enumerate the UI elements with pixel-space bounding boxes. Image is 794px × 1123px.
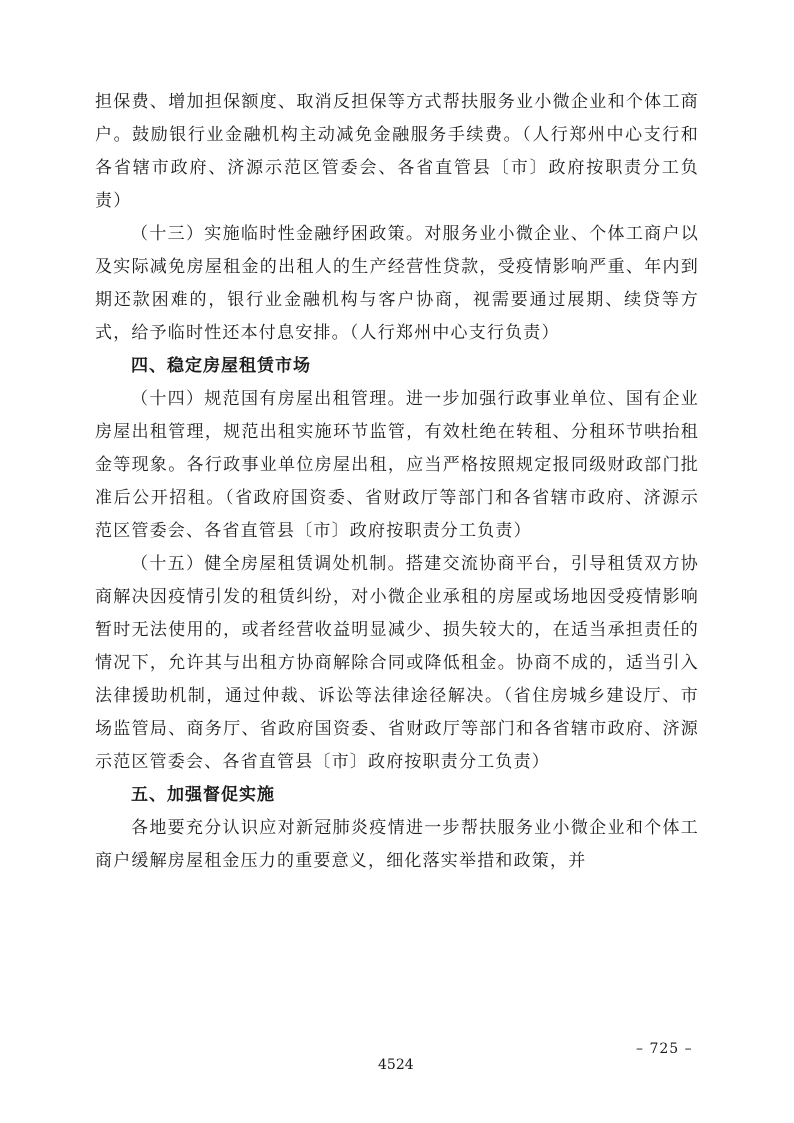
paragraph-item-14: （十四）规范国有房屋出租管理。进一步加强行政事业单位、国有企业房屋出租管理，规范出租实施环节监管，有效杜绝在转租、分租环节哄抬租金等现象。各行政事业单位房屋出租，应当严格按照规定报同级财政部门批准后公开招租。（省政府国资委、省财政厅等部门和各省辖市政府、济源示范区管委会、各省直管县〔市〕政府按职责分工负责） — [95, 389, 699, 541]
paragraph-continued: 担保费、增加担保额度、取消反担保等方式帮扶服务业小微企业和个体工商户。鼓励银行业金融机构主动减免金融服务手续费。（人行郑州中心支行和各省辖市政府、济源示范区管委会、各省直管县〔市〕政府按职责分工负责） — [95, 92, 699, 211]
section-heading-4: 四、稳定房屋租赁市场 — [131, 356, 311, 376]
paragraph-item-15: （十五）健全房屋租赁调处机制。搭建交流协商平台，引导租赁双方协商解决因疫情引发的租赁纠纷，对小微企业承租的房屋或场地因受疫情影响暂时无法使用的，或者经营收益明显减少、损失较大的，在适当承担责任的情况下，允许其与出租方协商解除合同或降低租金。协商不成的，适当引入法律援助机制，通过仲裁、诉讼等法律途径解决。（省住房城乡建设厅、市场监管局、商务厅、省政府国资委、省财政厅等部门和各省辖市政府、济源示范区管委会、各省直管县〔市〕政府按职责分工负责） — [95, 554, 699, 772]
page-number: – 725 – — [636, 1041, 693, 1057]
paragraph-item-13: （十三）实施临时性金融纾困政策。对服务业小微企业、个体工商户以及实际减免房屋租金的出租人的生产经营性贷款，受疫情影响严重、年内到期还款困难的，银行业金融机构与客户协商，视需要通过展期、续贷等方式，给予临时性还本付息安排。（人行郑州中心支行负责） — [95, 224, 699, 343]
document-body — [95, 86, 699, 878]
section-heading-5: 五、加强督促实施 — [131, 785, 275, 805]
archive-number: 4524 — [378, 1057, 414, 1073]
paragraph-section-5: 各地要充分认识应对新冠肺炎疫情进一步帮扶服务业小微企业和个体工商户缓解房屋租金压力的重要意义，细化落实举措和政策，并 — [95, 818, 699, 871]
